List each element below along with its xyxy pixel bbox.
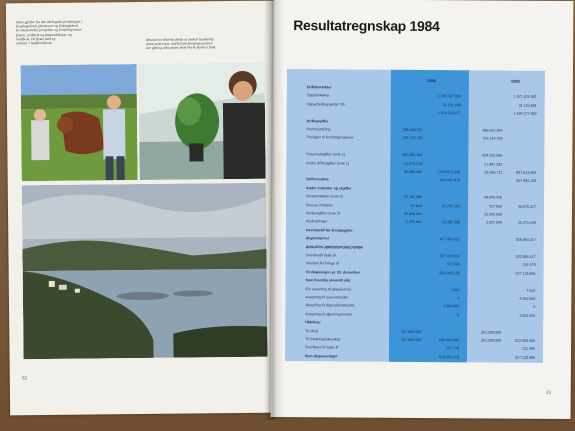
row-value-b: 617.943.622 bbox=[439, 237, 460, 242]
row-value-c: 261.000.000 bbox=[481, 330, 502, 335]
row-value-d: 25.270.049 bbox=[517, 221, 536, 226]
row-value-a: 895.862.484 bbox=[402, 153, 423, 158]
row-label: Overføres til neste år bbox=[305, 345, 339, 350]
row-value-c: 44.843.425 bbox=[484, 195, 503, 200]
photo-cow-farmers bbox=[20, 64, 137, 181]
row-value-d: 45.070.317 bbox=[518, 204, 537, 209]
row-label: Personalutgifter (note 1) bbox=[306, 152, 345, 157]
row-value-b: 23.382.388 bbox=[441, 220, 460, 225]
right-page-number: 13 bbox=[545, 390, 551, 396]
row-value-a: 2.535.694 bbox=[405, 220, 422, 225]
row-value-b: 0 bbox=[457, 296, 460, 301]
row-label: Som foreslås anvendt slik: bbox=[305, 278, 352, 283]
row-value-b: 1.656.337.809 bbox=[437, 94, 461, 99]
row-label: Driftsinntekter bbox=[306, 85, 332, 90]
row-value-d: 522.000.000 bbox=[515, 338, 536, 343]
row-value-d: 526.884.417 bbox=[515, 237, 536, 242]
row-label: ÅRSOPPGJØRSDISPOSISJONER bbox=[305, 244, 363, 250]
row-label: Opparbeidingsgebyr V6 bbox=[306, 101, 345, 107]
row-value-a: 838.268.952 bbox=[402, 127, 423, 133]
row-value-b: 0 bbox=[457, 313, 460, 318]
row-label: Til forskning/vitenskap bbox=[305, 337, 341, 342]
page-title: Resultatregnskap 1984 bbox=[293, 17, 440, 35]
row-value-c: 23.242.035 bbox=[483, 212, 502, 217]
row-value-c: 52.566.711 bbox=[484, 170, 503, 175]
row-label: 5% avsetning til aksjeservice bbox=[305, 286, 352, 292]
row-value-c: 2.027.994 bbox=[485, 220, 502, 225]
row-label: Renteinntekter (note 2) bbox=[306, 194, 343, 199]
row-value-c: 686.812.964 bbox=[482, 128, 503, 133]
row-value-c: 824.026.650 bbox=[482, 153, 503, 158]
row-label: Driftsutgifter bbox=[306, 118, 329, 123]
left-page bbox=[6, 1, 278, 416]
row-value-a: 60.089.466 bbox=[404, 169, 423, 175]
caption-norwegian: Dette gjelder fra den økologiske forskningen i frugthagebruk, plantevern og fiskeoppdrett for økonomiske prosjekter og forskning innen fiskeri, jordbruk og matproduksjon, og landbruk. De fleste fond og omtrent 1 landbruksbruk. bbox=[16, 19, 83, 46]
row-label: Andre driftsutgifter (note 1) bbox=[306, 160, 350, 166]
row-label: Avsetning til reservefondet bbox=[305, 295, 348, 300]
row-value-d: 1.604.727.802 bbox=[513, 111, 537, 116]
row-label: disposisjoner bbox=[305, 236, 330, 241]
row-value-b: 618.265.228 bbox=[439, 270, 460, 276]
row-value-a: 21.073.570 bbox=[404, 161, 423, 166]
row-label: Renteutgifter (note 3) bbox=[305, 211, 340, 216]
row-value-c: 137.214.706 bbox=[482, 136, 503, 141]
row-value-b: 2.500.000 bbox=[443, 304, 460, 309]
row-label: Diverse inntekter bbox=[306, 202, 334, 207]
row-value-d: 31.103.891 bbox=[518, 103, 537, 108]
row-value-d: 4.000.000 bbox=[519, 296, 536, 301]
col-header-1983: 1983 bbox=[510, 78, 520, 84]
row-label: Driftsresultat bbox=[306, 177, 329, 182]
row-label: Avsetning til utjevningsfondet bbox=[305, 311, 352, 317]
row-value-d: 121.396 bbox=[522, 347, 536, 352]
book-gutter bbox=[264, 0, 284, 420]
row-value-a: 327.500.000 bbox=[401, 329, 422, 334]
row-value-b: 37.234.191 bbox=[442, 203, 461, 208]
row-value-a: 67.843 bbox=[411, 203, 423, 208]
row-value-d: 0 bbox=[533, 305, 536, 310]
row-value-b: 321.596 bbox=[446, 262, 460, 267]
row-value-c: 227.892 bbox=[489, 204, 503, 209]
photo-fjord-fish-farm bbox=[22, 183, 268, 360]
row-value-d: 1.000.000 bbox=[519, 313, 536, 318]
row-label: Andre inntekter og utgifter bbox=[306, 185, 352, 191]
row-value-d: 897.643.655 bbox=[516, 170, 537, 175]
row-value-d: 244.479 bbox=[522, 263, 536, 268]
col-header-1984: 1984 bbox=[426, 78, 436, 84]
row-label: Sum disponeringer bbox=[304, 353, 338, 359]
row-value-b: 1.678.763.477 bbox=[437, 111, 461, 116]
row-value-b: 7.500 bbox=[450, 287, 460, 292]
row-value-d: 507.084.149 bbox=[516, 179, 537, 184]
row-label: Overskudd før årsoppgjørs- bbox=[305, 227, 354, 233]
row-value-b: 617.943.632 bbox=[439, 254, 460, 259]
row-label: Avsetning til dispositionsfondet bbox=[305, 303, 355, 308]
row-value-d: 1.571.625.901 bbox=[513, 95, 537, 100]
income-statement-panel bbox=[285, 69, 545, 363]
row-value-d: 527.128.896 bbox=[514, 355, 535, 360]
row-value-a: 165.713.745 bbox=[402, 136, 423, 141]
row-value-c: 21.887.292 bbox=[484, 162, 503, 167]
row-value-d: 7.500 bbox=[526, 288, 536, 293]
row-label: Utdeling: bbox=[305, 320, 321, 325]
row-value-b: 157.728 bbox=[446, 346, 460, 351]
row-label: Avskrivninger bbox=[305, 219, 328, 224]
row-label: Provisjon til kommisjonærene bbox=[306, 135, 354, 140]
caption-english: Research within the fields of animal husbandry, plant protection, and fish farming/aquaculture are getting allocations from Norsk Hydro's fund. bbox=[146, 37, 217, 51]
row-value-b: 21.221.638 bbox=[442, 102, 461, 108]
row-value-a: 327.500.000 bbox=[401, 337, 422, 342]
left-page-number: 12 bbox=[21, 376, 27, 382]
row-value-d: 527.128.896 bbox=[515, 271, 536, 276]
row-label: Premieutdeling bbox=[306, 127, 331, 132]
row-label: Overført fra forrige år bbox=[305, 261, 340, 266]
row-label: Overskudd dette år bbox=[305, 253, 337, 258]
row-value-a: 20.846.694 bbox=[403, 211, 422, 216]
row-value-a: 37.166.386 bbox=[404, 195, 423, 200]
row-value-b: 655.000.000 bbox=[439, 338, 460, 343]
row-value-b: 603.891.879 bbox=[440, 178, 461, 183]
row-value-b: 618.265.228 bbox=[438, 354, 459, 360]
row-value-c: 261.000.000 bbox=[481, 338, 502, 343]
right-page bbox=[271, 0, 574, 419]
photo-greenhouse-plant bbox=[138, 63, 265, 180]
row-value-d: 526.884.417 bbox=[515, 254, 536, 259]
row-label: Til disposisjon pr. 31. desember bbox=[305, 269, 361, 275]
row-label: Til idrett bbox=[305, 328, 318, 333]
row-value-b: 1.079.871.999 bbox=[437, 170, 461, 175]
row-label: Tippeinntekter bbox=[306, 93, 330, 98]
